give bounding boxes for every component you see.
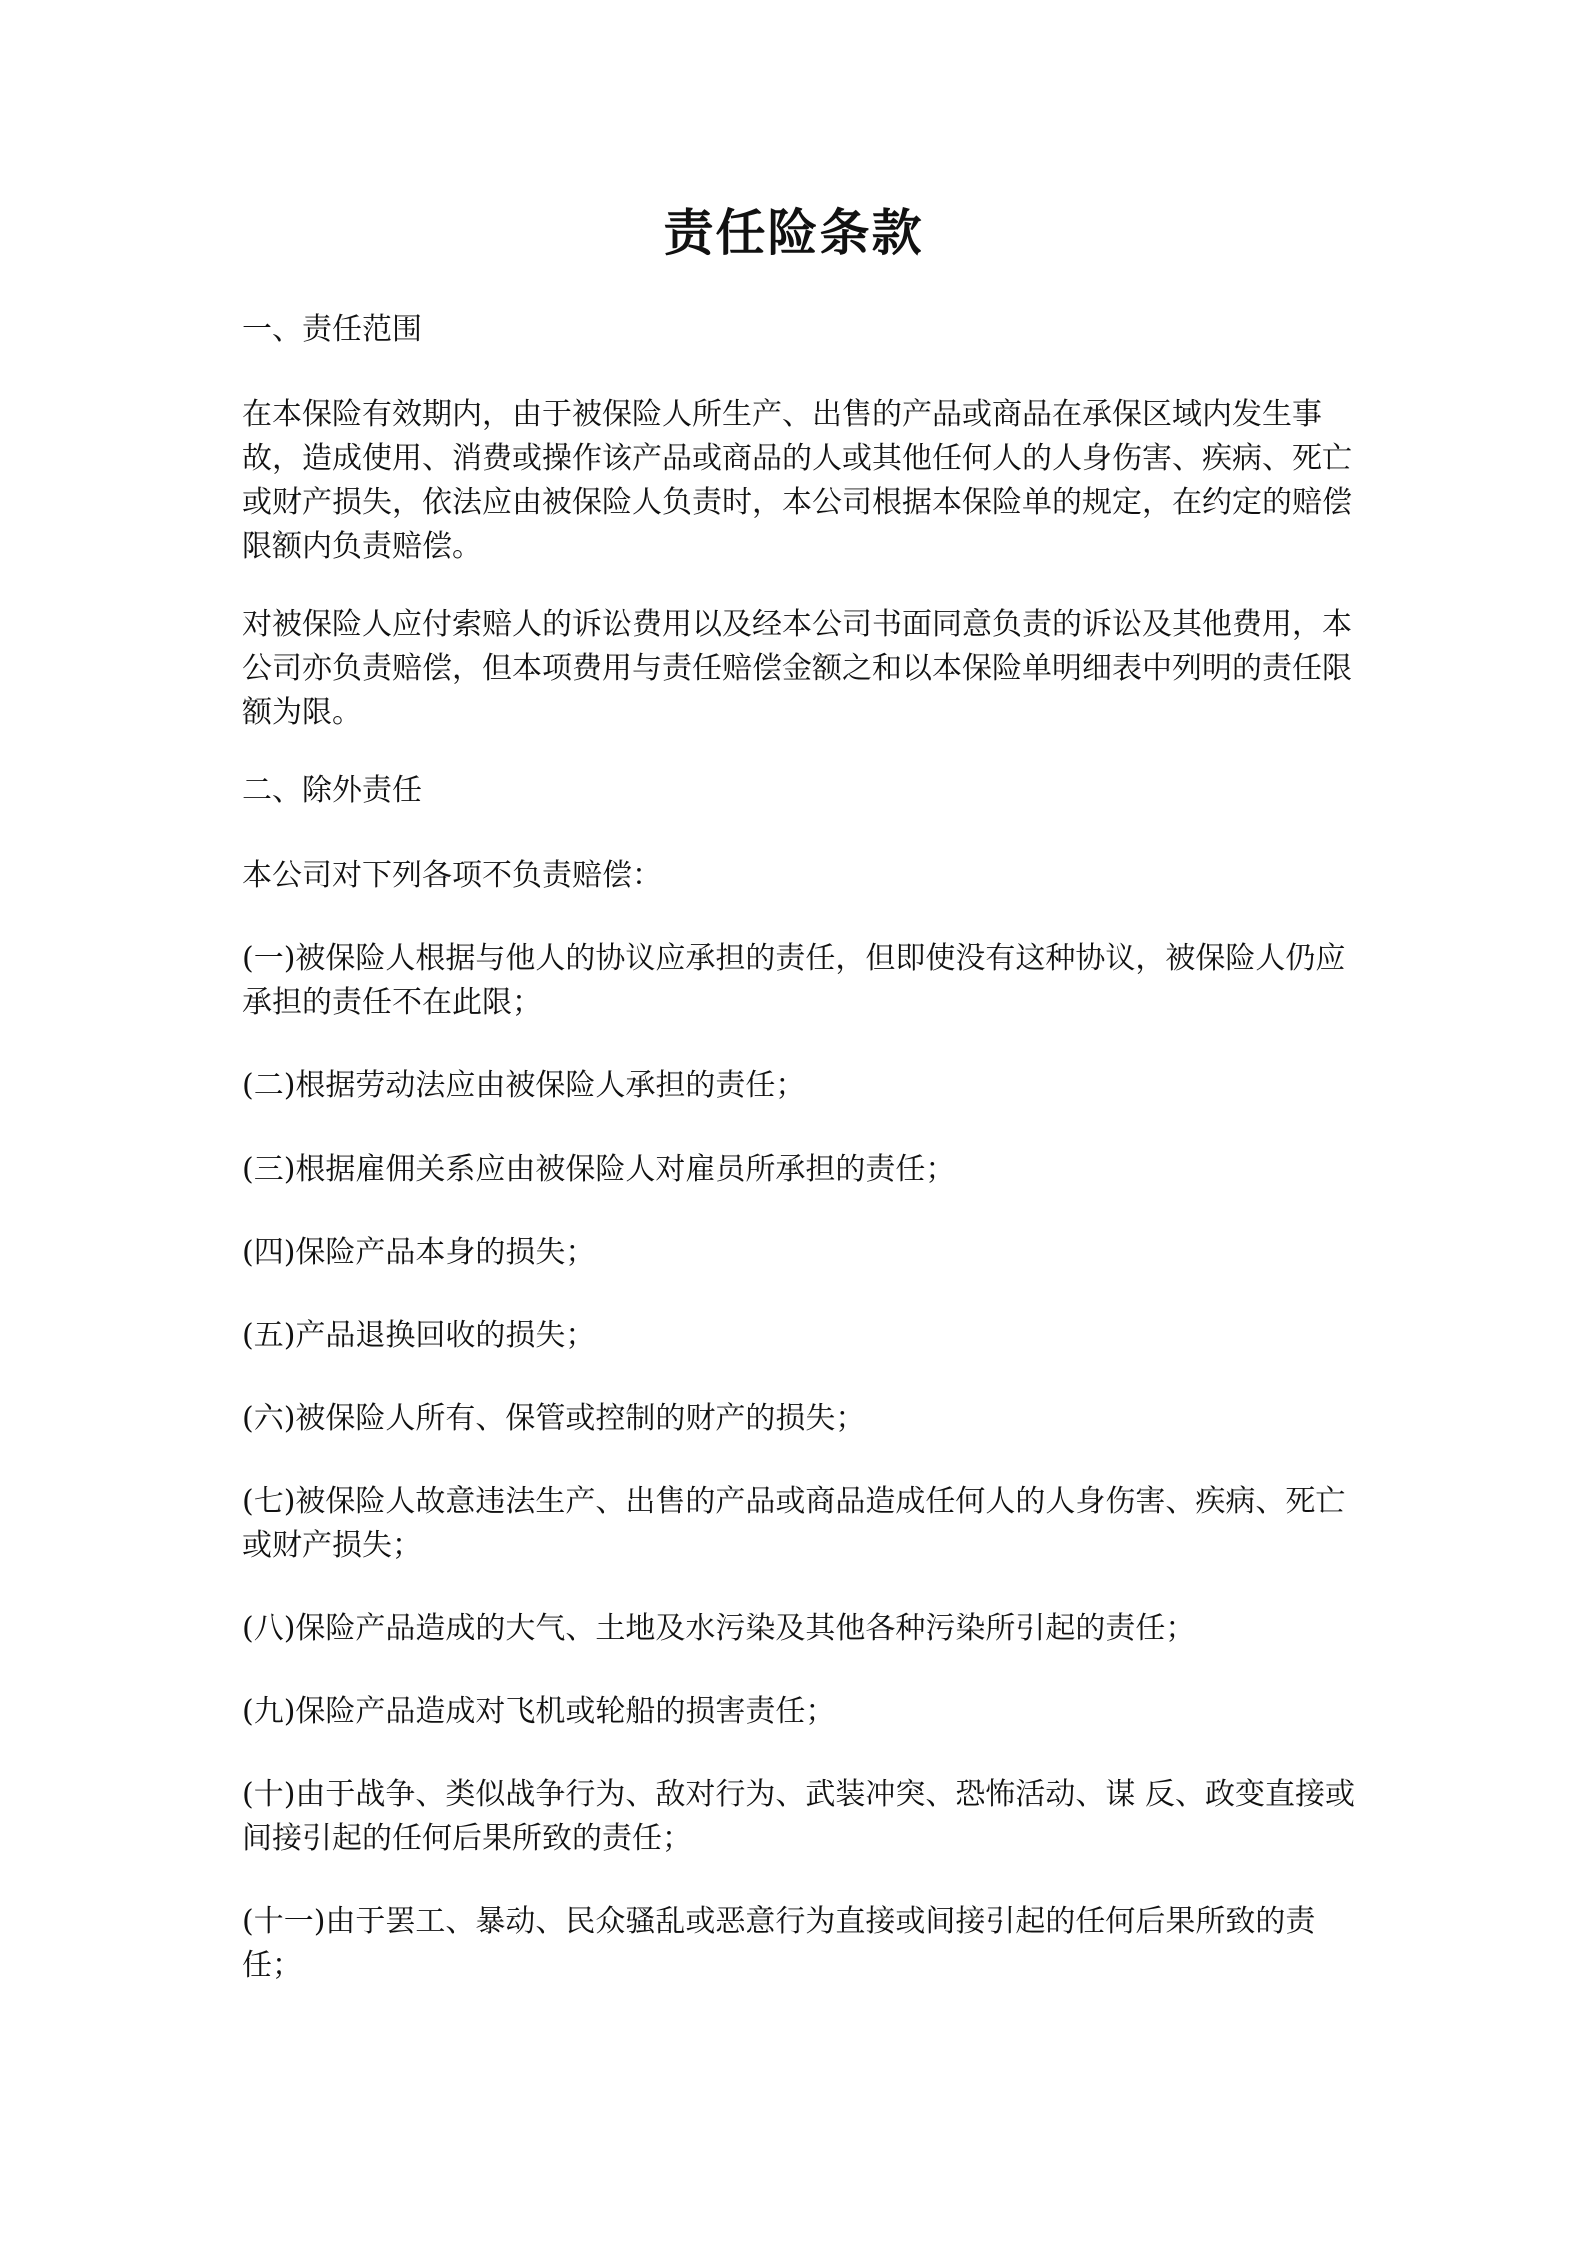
exclusion-item: (五)产品退换回收的损失； xyxy=(242,1318,596,1353)
exclusion-item: (十一)由于罢工、暴动、民众骚乱或恶意行为直接或间接引起的任何后果所致的责任； xyxy=(242,1904,1316,1983)
section-heading-exclusions: 二、除外责任 xyxy=(242,773,422,808)
exclusion-item: (九)保险产品造成对飞机或轮船的损害责任； xyxy=(242,1694,836,1729)
exclusion-item: (四)保险产品本身的损失； xyxy=(242,1235,596,1270)
exclusion-item: (三)根据雇佣关系应由被保险人对雇员所承担的责任； xyxy=(242,1152,956,1187)
exclusion-item: (一)被保险人根据与他人的协议应承担的责任，但即使没有这种协议，被保险人仍应承担的责任不在此限； xyxy=(242,941,1346,1020)
paragraph-coverage-scope: 在本保险有效期内，由于被保险人所生产、出售的产品或商品在承保区域内发生事故，造成使用、消费或操作该产品或商品的人或其他任何人的人身伤害、疾病、死亡或财产损失，依法应由被保险人负责时，本公司根据本保险单的规定，在约定的赔偿限额内负责赔偿。 xyxy=(242,397,1352,564)
document-title: 责任险条款 xyxy=(663,203,924,262)
section-heading-coverage: 一、责任范围 xyxy=(242,312,422,347)
exclusion-item: (七)被保险人故意违法生产、出售的产品或商品造成任何人的人身伤害、疾病、死亡或财产损失； xyxy=(242,1484,1346,1563)
exclusion-item: (八)保险产品造成的大气、土地及水污染及其他各种污染所引起的责任； xyxy=(242,1611,1196,1646)
exclusion-item: (二)根据劳动法应由被保险人承担的责任； xyxy=(242,1068,806,1103)
exclusion-item: (六)被保险人所有、保管或控制的财产的损失； xyxy=(242,1401,866,1436)
exclusion-item: (十)由于战争、类似战争行为、敌对行为、武装冲突、恐怖活动、谋 反、政变直接或间接引起的任何后果所致的责任； xyxy=(242,1777,1355,1856)
paragraph-exclusions-intro: 本公司对下列各项不负责赔偿： xyxy=(242,858,662,893)
paragraph-litigation-costs: 对被保险人应付索赔人的诉讼费用以及经本公司书面同意负责的诉讼及其他费用，本公司亦负责赔偿，但本项费用与责任赔偿金额之和以本保险单明细表中列明的责任限额为限。 xyxy=(242,607,1352,730)
